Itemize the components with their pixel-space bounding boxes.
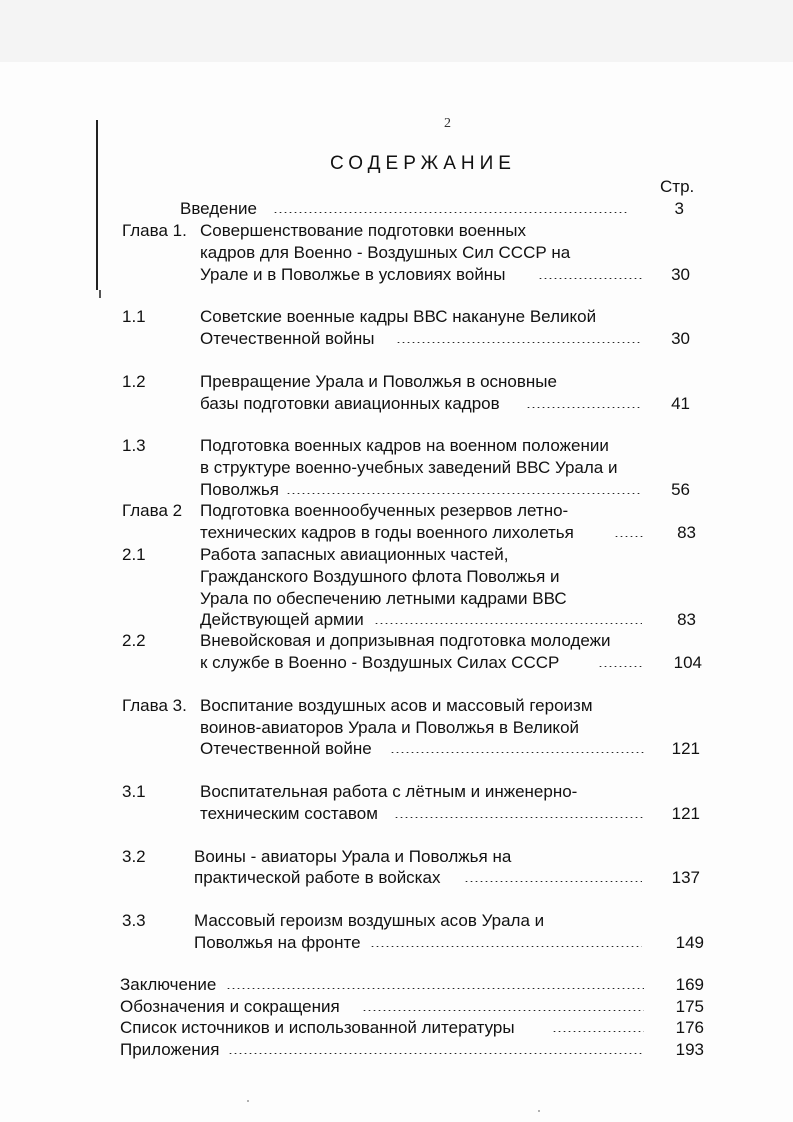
toc-entry-line: Поволжья на фронте <box>194 933 361 952</box>
toc-entry-line: Вневойсковая и допризывная подготовка молодежи <box>200 631 611 650</box>
toc-leader <box>286 493 642 494</box>
toc-entry-line: Воспитание воздушных асов и массовый героизм <box>200 696 593 715</box>
toc-entry-line: Подготовка военнообученных резервов летно- <box>200 501 569 520</box>
toc-entry-page: 30 <box>671 265 690 284</box>
toc-entry-page: 83 <box>677 610 696 629</box>
page-top-edge <box>0 0 793 62</box>
toc-chapter-number: Глава 2 <box>122 501 183 520</box>
toc-entry-page: 149 <box>675 933 704 952</box>
toc-section-number: 2.2 <box>122 631 146 650</box>
toc-section-number: 2.1 <box>122 545 146 564</box>
toc-leader <box>228 1053 644 1054</box>
toc-entry-page: 121 <box>671 804 700 823</box>
toc-leader <box>394 817 644 818</box>
toc-entry-line: Воспитательная работа с лётным и инженерно- <box>200 782 578 801</box>
toc-entry-line: Совершенствование подготовки военных <box>200 221 526 240</box>
toc-leader <box>226 988 644 989</box>
toc-entry-line: Работа запасных авиационных частей, <box>200 545 509 564</box>
toc-section-number: 1.1 <box>122 307 146 326</box>
toc-appendix-label: Приложения <box>120 1040 220 1059</box>
toc-leader <box>526 407 642 408</box>
toc-section-number: 3.3 <box>122 911 146 930</box>
toc-leader <box>390 752 644 753</box>
toc-entry-line: практической работе в войсках <box>194 868 441 887</box>
toc-entry-line: Воины - авиаторы Урала и Поволжья на <box>194 847 512 866</box>
toc-entry-line: к службе в Военно - Воздушных Силах СССР <box>200 653 560 672</box>
toc-leader <box>362 1010 644 1011</box>
toc-leader <box>273 212 629 213</box>
toc-leader <box>538 278 642 279</box>
toc-entry-line: Отечественной войне <box>200 739 372 758</box>
toc-abbreviations-label: Обозначения и сокращения <box>120 997 340 1016</box>
toc-sources-page: 176 <box>675 1018 704 1037</box>
margin-mark <box>99 290 101 298</box>
toc-intro-page: 3 <box>674 199 684 218</box>
toc-leader <box>598 666 644 667</box>
page-column-header: Стр. <box>660 177 695 196</box>
toc-intro-label: Введение <box>180 199 257 218</box>
toc-conclusion-page: 169 <box>675 975 704 994</box>
toc-entry-page: 121 <box>671 739 700 758</box>
toc-conclusion-label: Заключение <box>120 975 217 994</box>
toc-leader <box>464 881 642 882</box>
page-title: СОДЕРЖАНИЕ <box>330 153 516 174</box>
toc-section-number: 3.2 <box>122 847 146 866</box>
scan-speck <box>538 1110 540 1112</box>
toc-entry-line: в структуре военно-учебных заведений ВВС Урала и <box>200 458 618 477</box>
toc-entry-line: Превращение Урала и Поволжья в основные <box>200 372 557 391</box>
toc-entry-line: Поволжья <box>200 480 279 499</box>
toc-sources-label: Список источников и использованной литературы <box>120 1018 515 1037</box>
toc-section-number: 1.2 <box>122 372 146 391</box>
toc-chapter-number: Глава 1. <box>122 221 187 240</box>
toc-chapter-number: Глава 3. <box>122 696 187 715</box>
toc-leader <box>396 342 642 343</box>
page-number: 2 <box>444 116 451 131</box>
toc-section-number: 1.3 <box>122 436 146 455</box>
toc-section-number: 3.1 <box>122 782 146 801</box>
toc-entry-line: Урале и в Поволжье в условиях войны <box>200 265 506 284</box>
toc-entry-line: базы подготовки авиационных кадров <box>200 394 500 413</box>
toc-entry-line: технических кадров в годы военного лихолетья <box>200 523 574 542</box>
toc-entry-line: Массовый героизм воздушных асов Урала и <box>194 911 545 930</box>
toc-entry-line: кадров для Военно - Воздушных Сил СССР на <box>200 243 571 262</box>
toc-entry-page: 30 <box>671 329 690 348</box>
toc-leader <box>370 946 642 947</box>
toc-entry-page: 56 <box>671 480 690 499</box>
toc-entry-line: Подготовка военных кадров на военном положении <box>200 436 609 455</box>
toc-entry-page: 137 <box>671 868 700 887</box>
toc-entry-line: Отечественной войны <box>200 329 375 348</box>
margin-line <box>96 120 98 290</box>
toc-entry-line: воинов-авиаторов Урала и Поволжья в Великой <box>200 718 580 737</box>
toc-leader <box>552 1031 644 1032</box>
toc-entry-line: Действующей армии <box>200 610 364 629</box>
toc-appendix-page: 193 <box>675 1040 704 1059</box>
toc-leader <box>374 623 642 624</box>
toc-entry-page: 41 <box>671 394 690 413</box>
toc-entry-page: 104 <box>673 653 702 672</box>
scan-speck <box>247 1100 249 1102</box>
toc-abbreviations-page: 175 <box>675 997 704 1016</box>
toc-entry-page: 83 <box>677 523 696 542</box>
toc-entry-line: Советские военные кадры ВВС накануне Великой <box>200 307 597 326</box>
toc-entry-line: Гражданского Воздушного флота Поволжья и <box>200 567 560 586</box>
toc-entry-line: Урала по обеспечению летными кадрами ВВС <box>200 589 567 608</box>
toc-entry-line: техническим составом <box>200 804 378 823</box>
